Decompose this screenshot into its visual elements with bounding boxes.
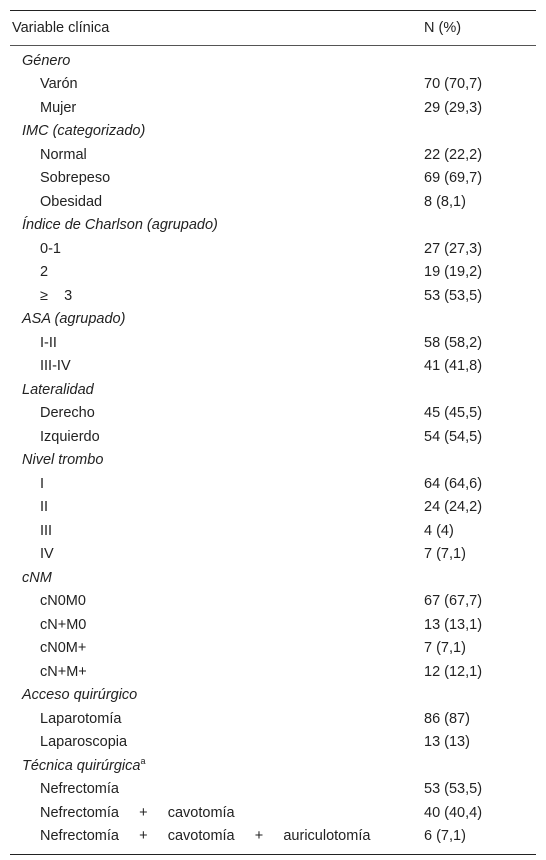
label-text: Técnica quirúrgica — [22, 757, 141, 774]
row-value: 58 (58,2) — [424, 334, 483, 351]
row-value: 53 (53,5) — [424, 781, 483, 798]
row-label — [10, 734, 424, 750]
group-row — [10, 214, 536, 238]
row-label — [10, 476, 424, 492]
table-row — [10, 96, 536, 120]
bottom-rule — [10, 854, 536, 855]
table-row — [10, 331, 536, 355]
row-label — [10, 358, 424, 374]
group-label — [10, 217, 424, 233]
table-row — [10, 801, 536, 825]
row-label — [10, 405, 424, 421]
label-text: ASA (agrupado) — [22, 311, 126, 328]
label-text: Mujer — [40, 99, 77, 116]
row-value: 41 (41,8) — [424, 358, 483, 375]
row-label — [10, 805, 424, 821]
row-label — [10, 617, 424, 633]
group-label — [10, 53, 424, 69]
label-text: 2 — [40, 264, 49, 281]
row-value: 69 (69,7) — [424, 170, 483, 187]
row-label — [10, 664, 424, 680]
row-label — [10, 264, 424, 280]
row-value: 64 (64,6) — [424, 475, 483, 492]
row-value: 40 (40,4) — [424, 804, 483, 821]
group-row — [10, 49, 536, 73]
row-value: 67 (67,7) — [424, 593, 483, 610]
table-row — [10, 425, 536, 449]
row-label — [10, 640, 424, 656]
row-value: 45 (45,5) — [424, 405, 483, 422]
label-text: Género — [22, 52, 71, 69]
row-value: 19 (19,2) — [424, 264, 483, 281]
label-text: cN+M0 — [40, 616, 87, 633]
table-row — [10, 143, 536, 167]
table-row — [10, 613, 536, 637]
table-row — [10, 825, 536, 849]
label-text: Derecho — [40, 405, 95, 422]
clinical-variables-table — [10, 10, 536, 855]
header-n: N (%) — [424, 20, 462, 36]
row-value: 27 (27,3) — [424, 240, 483, 257]
row-value: 54 (54,5) — [424, 428, 483, 445]
row-label — [10, 593, 424, 609]
label-text: IMC (categorizado) — [22, 123, 146, 140]
label-text: cN+M+ — [40, 663, 87, 680]
group-row — [10, 754, 536, 778]
table-row — [10, 660, 536, 684]
row-value: 7 (7,1) — [424, 546, 466, 563]
table-row — [10, 731, 536, 755]
table-row — [10, 190, 536, 214]
table-row — [10, 472, 536, 496]
label-text: III-IV — [40, 358, 71, 375]
group-label — [10, 755, 424, 774]
header-variable: Variable clínica — [12, 20, 110, 36]
group-row — [10, 566, 536, 590]
label-text: Varón — [40, 76, 78, 93]
label-text: Laparoscopia — [40, 734, 128, 751]
row-label — [10, 781, 424, 797]
table-row — [10, 73, 536, 97]
table-row — [10, 519, 536, 543]
group-label — [10, 123, 424, 139]
group-label — [10, 382, 424, 398]
group-label — [10, 687, 424, 703]
label-text: Normal — [40, 146, 87, 163]
label-text: III — [40, 522, 53, 539]
label-text: Nefrectomía — [40, 781, 119, 798]
label-text: Sobrepeso — [40, 170, 111, 187]
row-label — [10, 828, 424, 844]
row-value: 4 (4) — [424, 522, 454, 539]
table-row — [10, 402, 536, 426]
table-row — [10, 496, 536, 520]
row-label — [10, 241, 424, 257]
row-value: 24 (24,2) — [424, 499, 483, 516]
label-text: II — [40, 499, 49, 516]
row-label — [10, 170, 424, 186]
row-label — [10, 147, 424, 163]
table-row — [10, 590, 536, 614]
row-label — [10, 523, 424, 539]
row-label — [10, 100, 424, 116]
group-row — [10, 684, 536, 708]
group-row — [10, 378, 536, 402]
table-row — [10, 167, 536, 191]
label-text: Lateralidad — [22, 381, 94, 398]
row-value: 8 (8,1) — [424, 193, 466, 210]
row-value: 13 (13,1) — [424, 616, 483, 633]
group-row — [10, 120, 536, 144]
label-text: Nivel trombo — [22, 452, 104, 469]
label-text: IV — [40, 546, 54, 563]
label-text: cNM — [22, 569, 52, 586]
row-label — [10, 335, 424, 351]
group-label — [10, 452, 424, 468]
group-row — [10, 308, 536, 332]
row-value: 86 (87) — [424, 710, 470, 727]
label-text: I-II — [40, 334, 57, 351]
table-body — [10, 46, 536, 854]
label-text: I — [40, 475, 45, 492]
group-label — [10, 311, 424, 327]
row-label — [10, 76, 424, 92]
row-label — [10, 288, 424, 304]
group-row — [10, 449, 536, 473]
row-value: 7 (7,1) — [424, 640, 466, 657]
label-text: Índice de Charlson (agrupado) — [22, 217, 218, 234]
table-row — [10, 355, 536, 379]
label-text: Nefrectomía + cavotomía — [40, 804, 235, 821]
table-row — [10, 637, 536, 661]
row-value: 6 (7,1) — [424, 828, 466, 845]
table-row — [10, 237, 536, 261]
row-value: 29 (29,3) — [424, 99, 483, 116]
row-value: 53 (53,5) — [424, 287, 483, 304]
label-text: cN0M+ — [40, 640, 87, 657]
label-text: Izquierdo — [40, 428, 100, 445]
label-text: Laparotomía — [40, 710, 122, 727]
row-value: 22 (22,2) — [424, 146, 483, 163]
row-label — [10, 499, 424, 515]
row-label — [10, 711, 424, 727]
label-text: Nefrectomía + cavotomía + auriculotomía — [40, 828, 371, 845]
table-header — [10, 11, 536, 45]
row-label — [10, 546, 424, 562]
row-value: 70 (70,7) — [424, 76, 483, 93]
table-row — [10, 284, 536, 308]
row-value: 12 (12,1) — [424, 663, 483, 680]
label-text: 0-1 — [40, 240, 61, 257]
table-row — [10, 707, 536, 731]
row-label — [10, 429, 424, 445]
label-text: cN0M0 — [40, 593, 86, 610]
group-label — [10, 570, 424, 586]
footnote-marker: a — [140, 755, 146, 766]
label-text: Acceso quirúrgico — [22, 687, 138, 704]
label-text: Obesidad — [40, 193, 103, 210]
label-text: ≥ 3 — [40, 287, 73, 304]
table-row — [10, 261, 536, 285]
row-label — [10, 194, 424, 210]
row-value: 13 (13) — [424, 734, 470, 751]
table-row — [10, 778, 536, 802]
table-row — [10, 543, 536, 567]
